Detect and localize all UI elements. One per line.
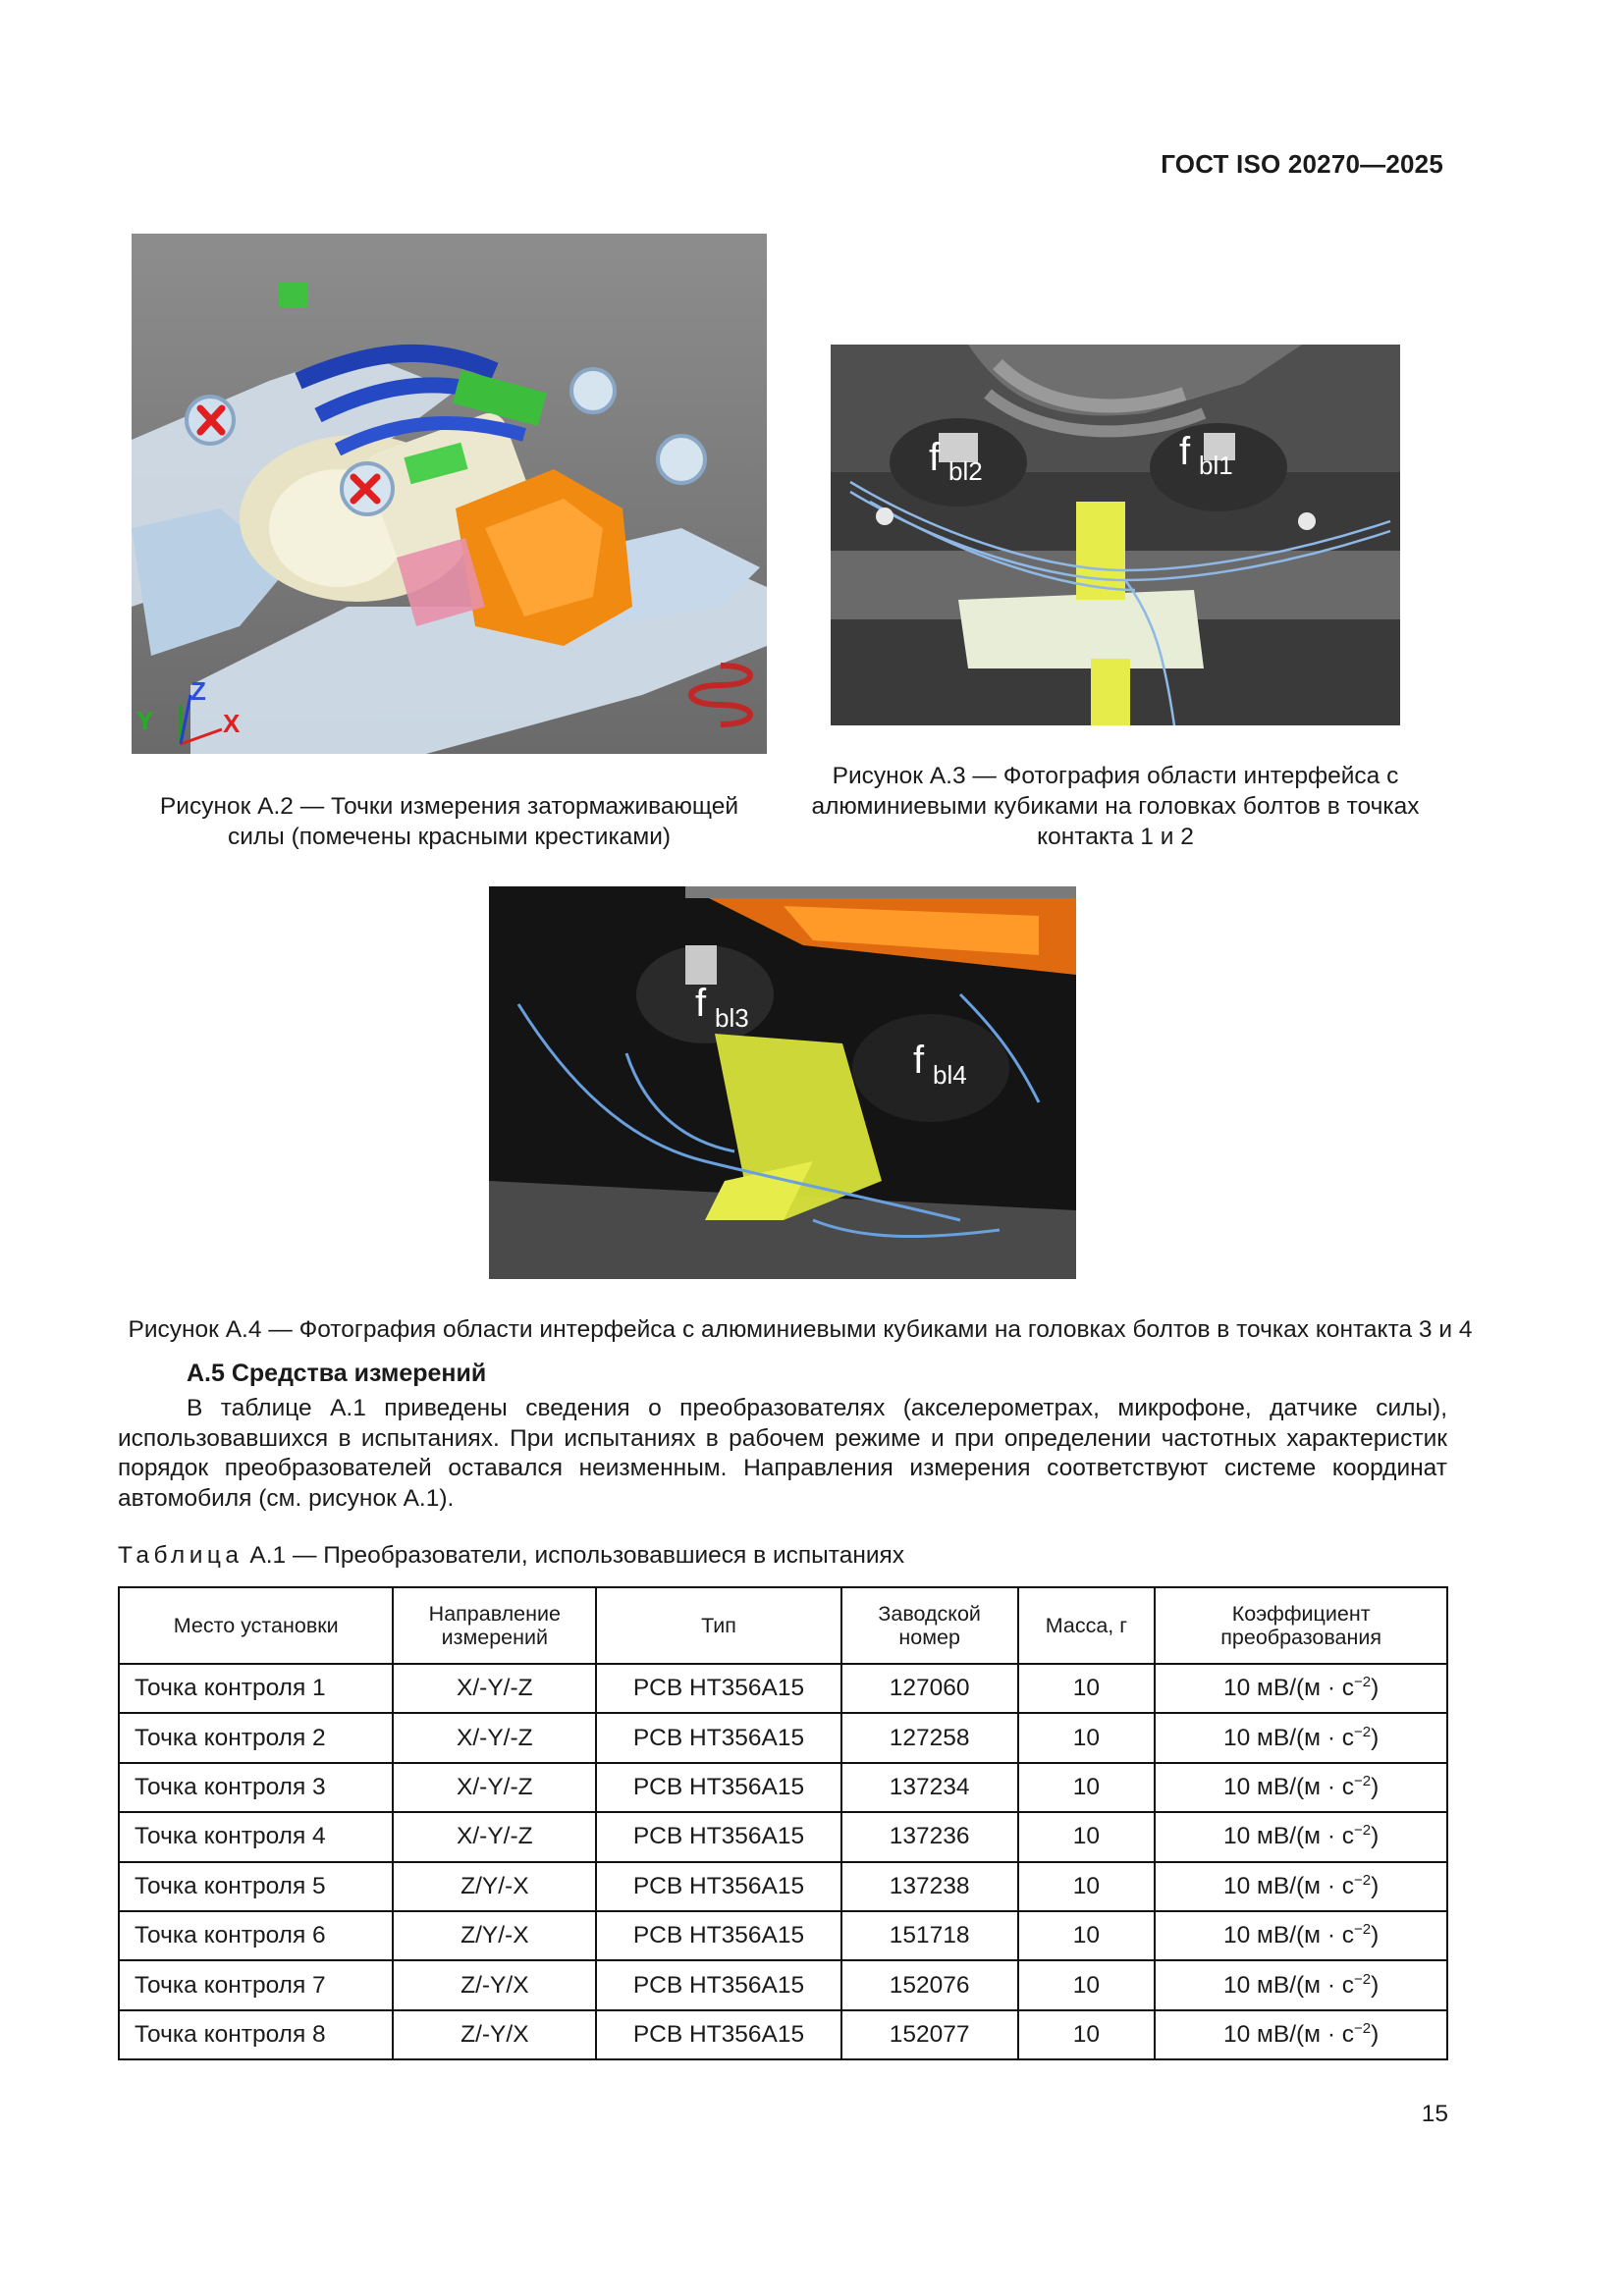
axis-y-label: Y bbox=[136, 706, 154, 735]
sensitivity-base: 10 мВ/(м · с bbox=[1222, 1971, 1355, 1999]
sensitivity-base: 10 мВ/(м · с bbox=[1222, 1922, 1355, 1949]
standard-designation: ГОСТ ISO 20270—2025 bbox=[1161, 149, 1443, 179]
cell-location: Точка контроля 5 bbox=[119, 1862, 393, 1911]
label-f-bl2-f: f bbox=[929, 436, 941, 479]
cell-serial: 152076 bbox=[841, 1960, 1018, 2009]
cell-serial: 152077 bbox=[841, 2010, 1018, 2059]
axis-z-label: Z bbox=[190, 676, 206, 706]
col-header-sensitivity: Коэффициент преобразования bbox=[1155, 1587, 1447, 1664]
table-row bbox=[119, 1763, 1447, 1812]
figure-a3-image bbox=[831, 345, 1400, 725]
cell-type: PCB HT356A15 bbox=[596, 1911, 841, 1960]
section-paragraph: В таблице А.1 приведены сведения о преобразователях (акселерометрах, микрофоне, датчике силы), использовавшихся в испытаниях. При испытаниях в рабочем режиме и при определении частотных характеристик порядок преобразователей оставался неизменным. Направления измерения соответствуют системе координат автомобиля (см. рисунок А.1). bbox=[118, 1395, 1447, 1512]
label-f-bl1-f: f bbox=[1179, 430, 1191, 473]
cell-location: Точка контроля 6 bbox=[119, 1911, 393, 1960]
sensitivity-close: ) bbox=[1371, 1773, 1380, 1800]
figure-a4-caption: Рисунок А.4 — Фотография области интерфейса с алюминиевыми кубиками на головках болтов в точках контакта 3 и 4 bbox=[128, 1316, 1473, 1343]
cell-sensitivity bbox=[1155, 1862, 1447, 1911]
table-row bbox=[119, 1713, 1447, 1762]
cell-mass: 10 bbox=[1018, 1664, 1156, 1713]
figure-a4-image bbox=[489, 886, 1076, 1279]
cell-mass: 10 bbox=[1018, 1763, 1156, 1812]
cell-sensitivity bbox=[1155, 1713, 1447, 1762]
sensitivity-exponent: −2 bbox=[1354, 1871, 1372, 1889]
cell-serial: 137236 bbox=[841, 1812, 1018, 1861]
sensitivity-close: ) bbox=[1371, 1872, 1380, 1899]
cell-location: Точка контроля 3 bbox=[119, 1763, 393, 1812]
cell-sensitivity bbox=[1155, 1960, 1447, 2009]
sensitivity-base: 10 мВ/(м · с bbox=[1222, 1773, 1355, 1800]
figure-a2-image bbox=[132, 234, 767, 754]
figure-a3-caption: Рисунок А.3 — Фотография области интерфейса с алюминиевыми кубиками на головках болтов в точках контакта 1 и 2 bbox=[811, 763, 1420, 850]
cell-mass: 10 bbox=[1018, 1960, 1156, 2009]
sensitivity-exponent: −2 bbox=[1354, 1970, 1372, 1988]
cell-mass: 10 bbox=[1018, 1812, 1156, 1861]
cell-type: PCB HT356A15 bbox=[596, 1664, 841, 1713]
sensitivity-close: ) bbox=[1371, 1971, 1380, 1999]
transducers-table bbox=[118, 1586, 1448, 2060]
cell-type: PCB HT356A15 bbox=[596, 1812, 841, 1861]
sensitivity-base: 10 мВ/(м · с bbox=[1222, 1675, 1355, 1702]
page-number: 15 bbox=[1421, 2101, 1448, 2127]
sensitivity-base: 10 мВ/(м · с bbox=[1222, 1724, 1355, 1751]
col-header-direction: Направление измерений bbox=[393, 1587, 596, 1664]
cell-serial: 151718 bbox=[841, 1911, 1018, 1960]
sensitivity-exponent: −2 bbox=[1354, 1674, 1372, 1691]
sensitivity-base: 10 мВ/(м · с bbox=[1222, 1823, 1355, 1850]
cell-direction: Z/-Y/X bbox=[393, 1960, 596, 2009]
cell-sensitivity bbox=[1155, 1664, 1447, 1713]
sensitivity-close: ) bbox=[1371, 2020, 1380, 2048]
sensitivity-close: ) bbox=[1371, 1823, 1380, 1850]
label-f-bl4-f: f bbox=[913, 1039, 925, 1082]
table-row bbox=[119, 2010, 1447, 2059]
cell-sensitivity bbox=[1155, 1911, 1447, 1960]
sensitivity-exponent: −2 bbox=[1354, 2019, 1372, 2037]
cell-location: Точка контроля 7 bbox=[119, 1960, 393, 2009]
cell-serial: 127258 bbox=[841, 1713, 1018, 1762]
cell-direction: Z/Y/-X bbox=[393, 1911, 596, 1960]
table-row bbox=[119, 1911, 1447, 1960]
cell-direction: X/-Y/-Z bbox=[393, 1713, 596, 1762]
sensitivity-exponent: −2 bbox=[1354, 1822, 1372, 1840]
label-f-bl3-sub: bl3 bbox=[715, 1003, 749, 1033]
cell-type: PCB HT356A15 bbox=[596, 1713, 841, 1762]
sensitivity-base: 10 мВ/(м · с bbox=[1222, 1872, 1355, 1899]
cell-location: Точка контроля 1 bbox=[119, 1664, 393, 1713]
cell-direction: X/-Y/-Z bbox=[393, 1812, 596, 1861]
col-header-mass: Масса, г bbox=[1018, 1587, 1156, 1664]
cell-mass: 10 bbox=[1018, 1713, 1156, 1762]
table-header-row bbox=[119, 1587, 1447, 1664]
cell-sensitivity bbox=[1155, 2010, 1447, 2059]
table-row bbox=[119, 1862, 1447, 1911]
cell-location: Точка контроля 2 bbox=[119, 1713, 393, 1762]
cell-mass: 10 bbox=[1018, 2010, 1156, 2059]
label-f-bl2-sub: bl2 bbox=[948, 456, 983, 486]
sensitivity-base: 10 мВ/(м · с bbox=[1222, 2020, 1355, 2048]
cell-mass: 10 bbox=[1018, 1862, 1156, 1911]
table-caption-text: А.1 — Преобразователи, использовавшиеся в испытаниях bbox=[249, 1542, 905, 1569]
cell-serial: 137234 bbox=[841, 1763, 1018, 1812]
cell-mass: 10 bbox=[1018, 1911, 1156, 1960]
sensitivity-close: ) bbox=[1371, 1724, 1380, 1751]
label-f-bl1-sub: bl1 bbox=[1199, 451, 1233, 480]
sensitivity-exponent: −2 bbox=[1354, 1772, 1372, 1789]
sensitivity-close: ) bbox=[1371, 1922, 1380, 1949]
col-header-type: Тип bbox=[596, 1587, 841, 1664]
cell-direction: X/-Y/-Z bbox=[393, 1763, 596, 1812]
sensitivity-exponent: −2 bbox=[1354, 1723, 1372, 1740]
table-row bbox=[119, 1812, 1447, 1861]
figure-a2-caption: Рисунок А.2 — Точки измерения затормаживающей силы (помечены красными крестиками) bbox=[159, 793, 739, 850]
sensitivity-exponent: −2 bbox=[1354, 1921, 1372, 1939]
table-row bbox=[119, 1664, 1447, 1713]
axis-x-label: X bbox=[223, 709, 241, 738]
table-row bbox=[119, 1960, 1447, 2009]
cell-type: PCB HT356A15 bbox=[596, 2010, 841, 2059]
col-header-location: Место установки bbox=[119, 1587, 393, 1664]
label-f-bl3-f: f bbox=[695, 982, 707, 1025]
cell-serial: 127060 bbox=[841, 1664, 1018, 1713]
section-heading: А.5 Средства измерений bbox=[187, 1360, 487, 1387]
table-caption-prefix: Таблица bbox=[118, 1542, 244, 1569]
cell-direction: Z/Y/-X bbox=[393, 1862, 596, 1911]
cell-direction: Z/-Y/X bbox=[393, 2010, 596, 2059]
cell-type: PCB HT356A15 bbox=[596, 1862, 841, 1911]
table-caption bbox=[118, 1542, 904, 1570]
cell-serial: 137238 bbox=[841, 1862, 1018, 1911]
cell-type: PCB HT356A15 bbox=[596, 1960, 841, 2009]
sensitivity-close: ) bbox=[1371, 1675, 1380, 1702]
cell-sensitivity bbox=[1155, 1812, 1447, 1861]
cell-location: Точка контроля 4 bbox=[119, 1812, 393, 1861]
cell-type: PCB HT356A15 bbox=[596, 1763, 841, 1812]
cell-sensitivity bbox=[1155, 1763, 1447, 1812]
col-header-serial: Заводской номер bbox=[841, 1587, 1018, 1664]
cell-direction: X/-Y/-Z bbox=[393, 1664, 596, 1713]
label-f-bl4-sub: bl4 bbox=[933, 1060, 967, 1090]
cell-location: Точка контроля 8 bbox=[119, 2010, 393, 2059]
